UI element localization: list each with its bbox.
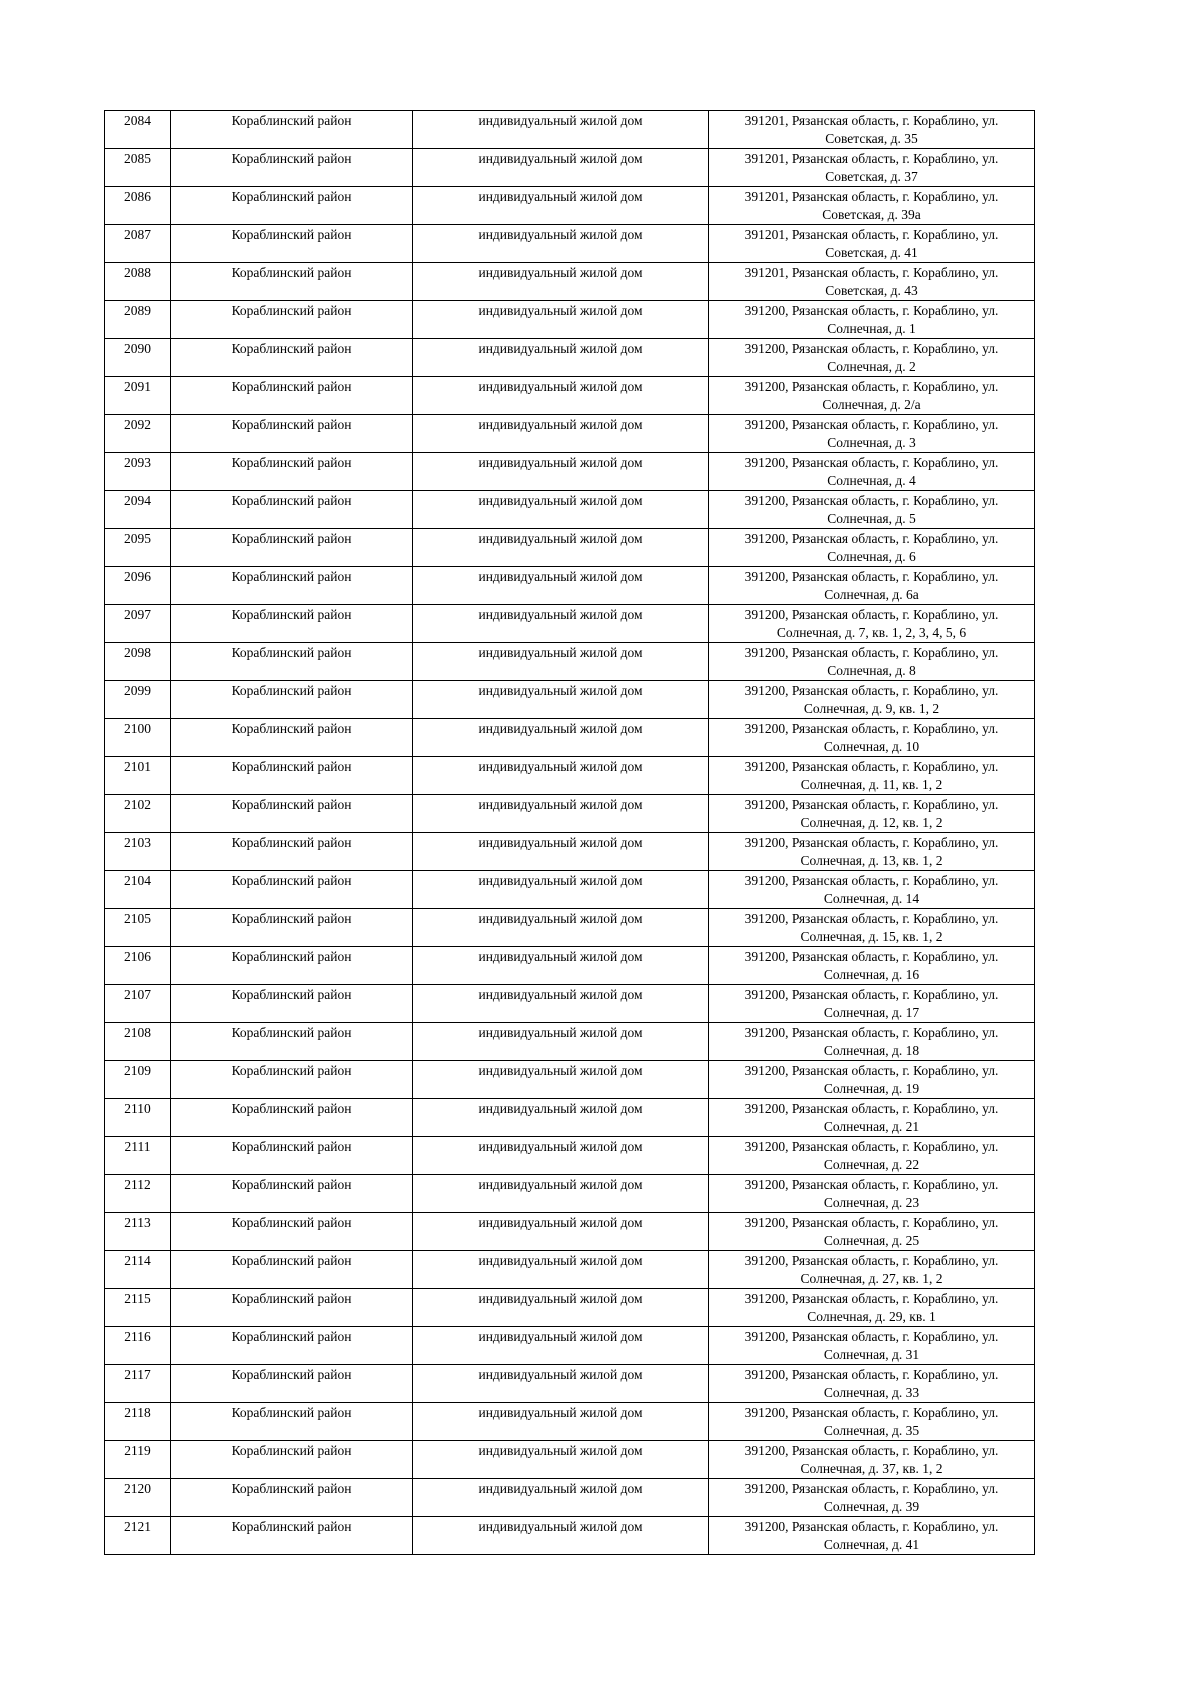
address-cell: 391200, Рязанская область, г. Кораблино, ул. Солнечная, д. 3 xyxy=(709,415,1035,453)
row-number-cell: 2103 xyxy=(105,833,171,871)
row-number-cell: 2095 xyxy=(105,529,171,567)
table-row xyxy=(105,263,1035,301)
table-row xyxy=(105,1023,1035,1061)
row-number-cell: 2090 xyxy=(105,339,171,377)
district-cell: Кораблинский район xyxy=(171,1061,413,1099)
table-row xyxy=(105,301,1035,339)
table-row xyxy=(105,1365,1035,1403)
address-cell: 391200, Рязанская область, г. Кораблино, ул. Солнечная, д. 39 xyxy=(709,1479,1035,1517)
district-cell: Кораблинский район xyxy=(171,1175,413,1213)
address-cell: 391201, Рязанская область, г. Кораблино, ул. Советская, д. 39а xyxy=(709,187,1035,225)
district-cell: Кораблинский район xyxy=(171,529,413,567)
table-row xyxy=(105,757,1035,795)
building-type-cell: индивидуальный жилой дом xyxy=(413,643,709,681)
address-cell: 391200, Рязанская область, г. Кораблино, ул. Солнечная, д. 25 xyxy=(709,1213,1035,1251)
address-cell: 391200, Рязанская область, г. Кораблино, ул. Солнечная, д. 2 xyxy=(709,339,1035,377)
building-type-cell: индивидуальный жилой дом xyxy=(413,1365,709,1403)
table-row xyxy=(105,1061,1035,1099)
row-number-cell: 2099 xyxy=(105,681,171,719)
building-type-cell: индивидуальный жилой дом xyxy=(413,415,709,453)
table-row xyxy=(105,1479,1035,1517)
district-cell: Кораблинский район xyxy=(171,491,413,529)
address-cell: 391200, Рязанская область, г. Кораблино, ул. Солнечная, д. 8 xyxy=(709,643,1035,681)
district-cell: Кораблинский район xyxy=(171,719,413,757)
district-cell: Кораблинский район xyxy=(171,1365,413,1403)
row-number-cell: 2084 xyxy=(105,111,171,149)
building-type-cell: индивидуальный жилой дом xyxy=(413,605,709,643)
row-number-cell: 2108 xyxy=(105,1023,171,1061)
table-row xyxy=(105,909,1035,947)
address-cell: 391200, Рязанская область, г. Кораблино, ул. Солнечная, д. 1 xyxy=(709,301,1035,339)
district-cell: Кораблинский район xyxy=(171,1099,413,1137)
row-number-cell: 2088 xyxy=(105,263,171,301)
row-number-cell: 2117 xyxy=(105,1365,171,1403)
address-cell: 391200, Рязанская область, г. Кораблино, ул. Солнечная, д. 37, кв. 1, 2 xyxy=(709,1441,1035,1479)
row-number-cell: 2111 xyxy=(105,1137,171,1175)
building-type-cell: индивидуальный жилой дом xyxy=(413,149,709,187)
address-cell: 391200, Рязанская область, г. Кораблино, ул. Солнечная, д. 14 xyxy=(709,871,1035,909)
district-cell: Кораблинский район xyxy=(171,1403,413,1441)
row-number-cell: 2107 xyxy=(105,985,171,1023)
row-number-cell: 2118 xyxy=(105,1403,171,1441)
row-number-cell: 2100 xyxy=(105,719,171,757)
row-number-cell: 2093 xyxy=(105,453,171,491)
building-type-cell: индивидуальный жилой дом xyxy=(413,1289,709,1327)
building-type-cell: индивидуальный жилой дом xyxy=(413,1213,709,1251)
row-number-cell: 2110 xyxy=(105,1099,171,1137)
district-cell: Кораблинский район xyxy=(171,795,413,833)
row-number-cell: 2098 xyxy=(105,643,171,681)
building-type-cell: индивидуальный жилой дом xyxy=(413,567,709,605)
row-number-cell: 2119 xyxy=(105,1441,171,1479)
district-cell: Кораблинский район xyxy=(171,1023,413,1061)
district-cell: Кораблинский район xyxy=(171,833,413,871)
table-row xyxy=(105,681,1035,719)
district-cell: Кораблинский район xyxy=(171,1479,413,1517)
address-cell: 391200, Рязанская область, г. Кораблино, ул. Солнечная, д. 2/а xyxy=(709,377,1035,415)
address-cell: 391200, Рязанская область, г. Кораблино, ул. Солнечная, д. 22 xyxy=(709,1137,1035,1175)
row-number-cell: 2113 xyxy=(105,1213,171,1251)
row-number-cell: 2114 xyxy=(105,1251,171,1289)
table-row xyxy=(105,871,1035,909)
address-cell: 391200, Рязанская область, г. Кораблино, ул. Солнечная, д. 13, кв. 1, 2 xyxy=(709,833,1035,871)
district-cell: Кораблинский район xyxy=(171,339,413,377)
district-cell: Кораблинский район xyxy=(171,567,413,605)
housing-registry-table xyxy=(104,110,1035,1555)
district-cell: Кораблинский район xyxy=(171,453,413,491)
table-row xyxy=(105,795,1035,833)
row-number-cell: 2115 xyxy=(105,1289,171,1327)
table-row xyxy=(105,415,1035,453)
address-cell: 391200, Рязанская область, г. Кораблино, ул. Солнечная, д. 31 xyxy=(709,1327,1035,1365)
address-cell: 391200, Рязанская область, г. Кораблино, ул. Солнечная, д. 10 xyxy=(709,719,1035,757)
table-row xyxy=(105,833,1035,871)
row-number-cell: 2086 xyxy=(105,187,171,225)
building-type-cell: индивидуальный жилой дом xyxy=(413,301,709,339)
row-number-cell: 2102 xyxy=(105,795,171,833)
table-row xyxy=(105,1213,1035,1251)
table-row xyxy=(105,187,1035,225)
district-cell: Кораблинский район xyxy=(171,1251,413,1289)
row-number-cell: 2105 xyxy=(105,909,171,947)
row-number-cell: 2109 xyxy=(105,1061,171,1099)
table-row xyxy=(105,947,1035,985)
address-cell: 391200, Рязанская область, г. Кораблино, ул. Солнечная, д. 17 xyxy=(709,985,1035,1023)
table-row xyxy=(105,377,1035,415)
building-type-cell: индивидуальный жилой дом xyxy=(413,681,709,719)
table-body xyxy=(105,111,1035,1555)
district-cell: Кораблинский район xyxy=(171,149,413,187)
row-number-cell: 2091 xyxy=(105,377,171,415)
table-row xyxy=(105,1403,1035,1441)
district-cell: Кораблинский район xyxy=(171,1289,413,1327)
address-cell: 391200, Рязанская область, г. Кораблино, ул. Солнечная, д. 7, кв. 1, 2, 3, 4, 5, 6 xyxy=(709,605,1035,643)
district-cell: Кораблинский район xyxy=(171,1517,413,1555)
table-row xyxy=(105,1137,1035,1175)
address-cell: 391200, Рязанская область, г. Кораблино, ул. Солнечная, д. 27, кв. 1, 2 xyxy=(709,1251,1035,1289)
table-row xyxy=(105,985,1035,1023)
district-cell: Кораблинский район xyxy=(171,111,413,149)
building-type-cell: индивидуальный жилой дом xyxy=(413,453,709,491)
building-type-cell: индивидуальный жилой дом xyxy=(413,719,709,757)
address-cell: 391200, Рязанская область, г. Кораблино, ул. Солнечная, д. 16 xyxy=(709,947,1035,985)
district-cell: Кораблинский район xyxy=(171,681,413,719)
building-type-cell: индивидуальный жилой дом xyxy=(413,871,709,909)
building-type-cell: индивидуальный жилой дом xyxy=(413,1023,709,1061)
address-cell: 391200, Рязанская область, г. Кораблино, ул. Солнечная, д. 5 xyxy=(709,491,1035,529)
district-cell: Кораблинский район xyxy=(171,225,413,263)
district-cell: Кораблинский район xyxy=(171,263,413,301)
district-cell: Кораблинский район xyxy=(171,757,413,795)
building-type-cell: индивидуальный жилой дом xyxy=(413,1441,709,1479)
building-type-cell: индивидуальный жилой дом xyxy=(413,1479,709,1517)
table-row xyxy=(105,1441,1035,1479)
building-type-cell: индивидуальный жилой дом xyxy=(413,1175,709,1213)
district-cell: Кораблинский район xyxy=(171,1441,413,1479)
building-type-cell: индивидуальный жилой дом xyxy=(413,529,709,567)
table-row xyxy=(105,1289,1035,1327)
building-type-cell: индивидуальный жилой дом xyxy=(413,795,709,833)
address-cell: 391201, Рязанская область, г. Кораблино, ул. Советская, д. 43 xyxy=(709,263,1035,301)
row-number-cell: 2096 xyxy=(105,567,171,605)
address-cell: 391201, Рязанская область, г. Кораблино, ул. Советская, д. 35 xyxy=(709,111,1035,149)
table-row xyxy=(105,529,1035,567)
address-cell: 391200, Рязанская область, г. Кораблино, ул. Солнечная, д. 11, кв. 1, 2 xyxy=(709,757,1035,795)
building-type-cell: индивидуальный жилой дом xyxy=(413,909,709,947)
building-type-cell: индивидуальный жилой дом xyxy=(413,491,709,529)
address-cell: 391200, Рязанская область, г. Кораблино, ул. Солнечная, д. 6а xyxy=(709,567,1035,605)
district-cell: Кораблинский район xyxy=(171,643,413,681)
address-cell: 391200, Рязанская область, г. Кораблино, ул. Солнечная, д. 9, кв. 1, 2 xyxy=(709,681,1035,719)
table-row xyxy=(105,339,1035,377)
row-number-cell: 2085 xyxy=(105,149,171,187)
district-cell: Кораблинский район xyxy=(171,947,413,985)
row-number-cell: 2092 xyxy=(105,415,171,453)
district-cell: Кораблинский район xyxy=(171,301,413,339)
address-cell: 391200, Рязанская область, г. Кораблино, ул. Солнечная, д. 41 xyxy=(709,1517,1035,1555)
district-cell: Кораблинский район xyxy=(171,377,413,415)
building-type-cell: индивидуальный жилой дом xyxy=(413,1251,709,1289)
district-cell: Кораблинский район xyxy=(171,909,413,947)
district-cell: Кораблинский район xyxy=(171,871,413,909)
table-row xyxy=(105,1327,1035,1365)
table-row xyxy=(105,225,1035,263)
row-number-cell: 2112 xyxy=(105,1175,171,1213)
address-cell: 391200, Рязанская область, г. Кораблино, ул. Солнечная, д. 19 xyxy=(709,1061,1035,1099)
building-type-cell: индивидуальный жилой дом xyxy=(413,757,709,795)
address-cell: 391200, Рязанская область, г. Кораблино, ул. Солнечная, д. 23 xyxy=(709,1175,1035,1213)
building-type-cell: индивидуальный жилой дом xyxy=(413,1517,709,1555)
building-type-cell: индивидуальный жилой дом xyxy=(413,1137,709,1175)
row-number-cell: 2087 xyxy=(105,225,171,263)
address-cell: 391200, Рязанская область, г. Кораблино, ул. Солнечная, д. 4 xyxy=(709,453,1035,491)
row-number-cell: 2120 xyxy=(105,1479,171,1517)
district-cell: Кораблинский район xyxy=(171,1137,413,1175)
row-number-cell: 2097 xyxy=(105,605,171,643)
row-number-cell: 2094 xyxy=(105,491,171,529)
building-type-cell: индивидуальный жилой дом xyxy=(413,377,709,415)
table-row xyxy=(105,605,1035,643)
row-number-cell: 2121 xyxy=(105,1517,171,1555)
row-number-cell: 2101 xyxy=(105,757,171,795)
address-cell: 391200, Рязанская область, г. Кораблино, ул. Солнечная, д. 35 xyxy=(709,1403,1035,1441)
building-type-cell: индивидуальный жилой дом xyxy=(413,1061,709,1099)
district-cell: Кораблинский район xyxy=(171,985,413,1023)
address-cell: 391200, Рязанская область, г. Кораблино, ул. Солнечная, д. 12, кв. 1, 2 xyxy=(709,795,1035,833)
address-cell: 391200, Рязанская область, г. Кораблино, ул. Солнечная, д. 6 xyxy=(709,529,1035,567)
district-cell: Кораблинский район xyxy=(171,187,413,225)
building-type-cell: индивидуальный жилой дом xyxy=(413,1099,709,1137)
district-cell: Кораблинский район xyxy=(171,605,413,643)
row-number-cell: 2104 xyxy=(105,871,171,909)
table-row xyxy=(105,1099,1035,1137)
building-type-cell: индивидуальный жилой дом xyxy=(413,111,709,149)
table-row xyxy=(105,1175,1035,1213)
district-cell: Кораблинский район xyxy=(171,1213,413,1251)
address-cell: 391200, Рязанская область, г. Кораблино, ул. Солнечная, д. 18 xyxy=(709,1023,1035,1061)
table-row xyxy=(105,719,1035,757)
address-cell: 391200, Рязанская область, г. Кораблино, ул. Солнечная, д. 29, кв. 1 xyxy=(709,1289,1035,1327)
building-type-cell: индивидуальный жилой дом xyxy=(413,263,709,301)
table-row xyxy=(105,1517,1035,1555)
building-type-cell: индивидуальный жилой дом xyxy=(413,1403,709,1441)
address-cell: 391200, Рязанская область, г. Кораблино, ул. Солнечная, д. 33 xyxy=(709,1365,1035,1403)
table-row xyxy=(105,111,1035,149)
table-row xyxy=(105,643,1035,681)
building-type-cell: индивидуальный жилой дом xyxy=(413,225,709,263)
table-row xyxy=(105,453,1035,491)
address-cell: 391201, Рязанская область, г. Кораблино, ул. Советская, д. 41 xyxy=(709,225,1035,263)
district-cell: Кораблинский район xyxy=(171,1327,413,1365)
building-type-cell: индивидуальный жилой дом xyxy=(413,1327,709,1365)
building-type-cell: индивидуальный жилой дом xyxy=(413,339,709,377)
address-cell: 391201, Рязанская область, г. Кораблино, ул. Советская, д. 37 xyxy=(709,149,1035,187)
address-cell: 391200, Рязанская область, г. Кораблино, ул. Солнечная, д. 21 xyxy=(709,1099,1035,1137)
row-number-cell: 2116 xyxy=(105,1327,171,1365)
table-row xyxy=(105,149,1035,187)
address-cell: 391200, Рязанская область, г. Кораблино, ул. Солнечная, д. 15, кв. 1, 2 xyxy=(709,909,1035,947)
row-number-cell: 2106 xyxy=(105,947,171,985)
table-row xyxy=(105,491,1035,529)
table-row xyxy=(105,1251,1035,1289)
row-number-cell: 2089 xyxy=(105,301,171,339)
district-cell: Кораблинский район xyxy=(171,415,413,453)
building-type-cell: индивидуальный жилой дом xyxy=(413,833,709,871)
table-row xyxy=(105,567,1035,605)
building-type-cell: индивидуальный жилой дом xyxy=(413,985,709,1023)
building-type-cell: индивидуальный жилой дом xyxy=(413,947,709,985)
building-type-cell: индивидуальный жилой дом xyxy=(413,187,709,225)
